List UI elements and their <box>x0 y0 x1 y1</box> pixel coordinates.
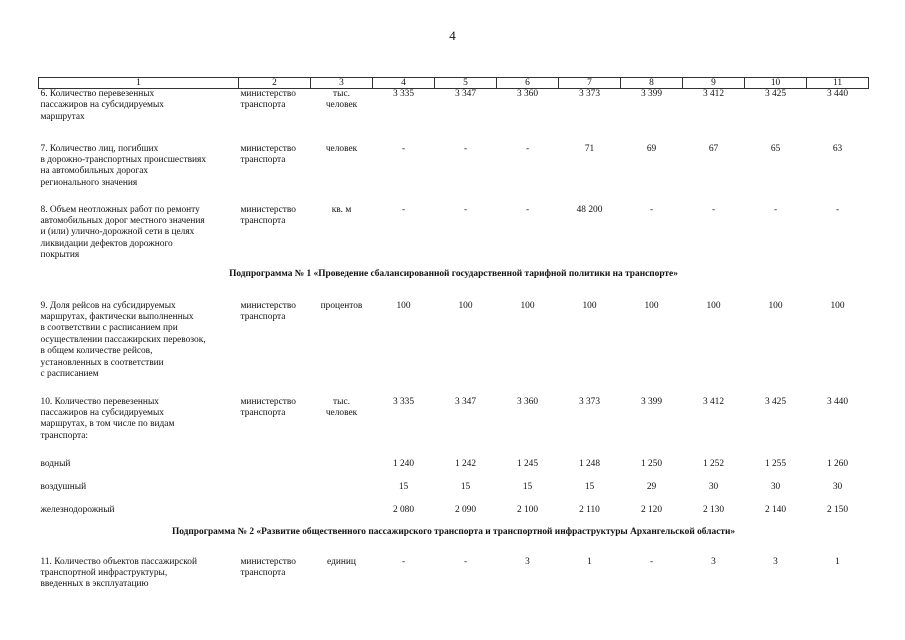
unit-cell-line: единиц <box>327 556 356 567</box>
value-cell: 1 260 <box>826 458 849 469</box>
indicator-name-line: железнодорожный <box>40 504 115 515</box>
executor-cell-line: транспорта <box>240 100 286 111</box>
value-cell: 15 <box>460 481 471 492</box>
value-cell: 2 110 <box>579 504 600 515</box>
column-number: 5 <box>435 78 497 89</box>
value-cell: - <box>525 143 530 154</box>
value-cell: 2 100 <box>516 504 539 515</box>
value-cell: 1 245 <box>516 458 539 469</box>
value-cell: 100 <box>520 300 535 311</box>
unit-cell <box>311 482 373 505</box>
unit-cell <box>311 301 373 397</box>
value-cell: 1 252 <box>702 458 725 469</box>
executor-cell <box>239 89 311 144</box>
unit-cell <box>311 557 373 597</box>
unit-cell-line: тыс. <box>333 89 350 99</box>
subprogram-heading-row <box>39 527 869 557</box>
indicator-name-line: 10. Количество перевезенных <box>40 396 159 407</box>
table-body <box>39 89 869 597</box>
value-cell: 2 080 <box>392 504 415 515</box>
value-cell: - <box>401 204 406 215</box>
unit-cell-line: процентов <box>320 300 363 311</box>
table-row <box>39 205 869 269</box>
indicator-name <box>39 205 239 269</box>
indicator-name-line: в соответствии с расписанием при <box>40 323 178 334</box>
value-cell: 1 <box>835 556 840 567</box>
indicator-name <box>39 301 239 397</box>
executor-cell-line: транспорта <box>240 311 286 322</box>
value-cell: 3 412 <box>702 89 725 99</box>
value-cell: 3 347 <box>454 89 477 99</box>
indicator-name-line: пассажиров на субсидируемых <box>40 407 164 418</box>
value-cell: 15 <box>398 481 409 492</box>
value-cell: 100 <box>582 300 597 311</box>
column-number: 7 <box>559 78 621 89</box>
indicator-name-line: в дорожно-транспортных происшествиях <box>40 154 207 165</box>
table-row <box>39 89 869 144</box>
unit-cell <box>311 205 373 269</box>
column-number: 9 <box>683 78 745 89</box>
value-cell: 100 <box>458 300 473 311</box>
value-cell: 30 <box>770 481 781 492</box>
indicators-table <box>38 77 869 597</box>
indicator-name <box>39 505 239 527</box>
value-cell: - <box>463 556 468 567</box>
value-cell: 3 <box>773 556 778 567</box>
value-cell: 2 130 <box>702 504 725 515</box>
executor-cell-line: транспорта <box>240 215 286 226</box>
table-row <box>39 505 869 527</box>
indicator-name-line: установленных в соответствии <box>40 357 164 368</box>
value-cell: 15 <box>584 481 595 492</box>
value-cell: 3 360 <box>516 89 539 99</box>
table-row <box>39 557 869 597</box>
value-cell: 100 <box>830 300 845 311</box>
column-number: 8 <box>621 78 683 89</box>
executor-cell-line: министерство <box>240 556 296 567</box>
unit-cell <box>311 144 373 205</box>
table-row <box>39 301 869 397</box>
value-cell: - <box>711 204 716 215</box>
executor-cell <box>239 557 311 597</box>
unit-cell <box>311 459 373 482</box>
indicator-name-line: ликвидации дефектов дорожного <box>40 238 173 249</box>
table-row <box>39 144 869 205</box>
value-cell: - <box>401 556 406 567</box>
executor-cell <box>239 459 311 482</box>
value-cell: 3 335 <box>392 89 415 99</box>
value-cell: - <box>649 204 654 215</box>
unit-cell-line: человек <box>325 407 358 418</box>
unit-cell <box>311 397 373 459</box>
table-row <box>39 459 869 482</box>
value-cell: 3 <box>525 556 530 567</box>
value-cell: 100 <box>396 300 411 311</box>
value-cell: - <box>463 143 468 154</box>
indicator-name-line: 9. Доля рейсов на субсидируемых <box>40 300 176 311</box>
unit-cell-line: человек <box>325 100 358 111</box>
value-cell: 3 373 <box>578 89 601 99</box>
executor-cell <box>239 482 311 505</box>
indicator-name-line: маршрутах, фактически выполненных <box>40 311 194 322</box>
value-cell: 3 335 <box>392 396 415 407</box>
page-number: 4 <box>449 28 456 43</box>
indicator-name-line: воздушный <box>40 481 87 492</box>
indicator-name-line: 6. Количество перевезенных <box>40 89 155 99</box>
executor-cell-line: министерство <box>240 89 296 99</box>
indicator-name <box>39 397 239 459</box>
value-cell: - <box>463 204 468 215</box>
indicator-name-line: 8. Объем неотложных работ по ремонту <box>40 204 200 215</box>
value-cell: - <box>525 204 530 215</box>
indicator-name <box>39 482 239 505</box>
executor-cell <box>239 397 311 459</box>
value-cell: 100 <box>644 300 659 311</box>
column-number: 6 <box>497 78 559 89</box>
unit-cell-line: кв. м <box>331 204 352 215</box>
value-cell: 15 <box>522 481 533 492</box>
value-cell: 63 <box>832 143 843 154</box>
executor-cell <box>239 301 311 397</box>
value-cell: 1 250 <box>640 458 663 469</box>
unit-cell <box>311 505 373 527</box>
value-cell: 3 <box>711 556 716 567</box>
indicator-name-line: осуществлении пассажирских перевозок, <box>40 334 206 345</box>
executor-cell-line: министерство <box>240 204 296 215</box>
indicator-name-line: маршрутах <box>40 111 85 122</box>
table-row <box>39 482 869 505</box>
value-cell: - <box>649 556 654 567</box>
value-cell: 2 140 <box>764 504 787 515</box>
value-cell: 3 412 <box>702 396 725 407</box>
value-cell: 3 440 <box>826 89 849 99</box>
value-cell: 65 <box>770 143 781 154</box>
indicator-name <box>39 144 239 205</box>
subprogram-heading-row <box>39 269 869 301</box>
value-cell: 69 <box>646 143 657 154</box>
value-cell: - <box>773 204 778 215</box>
column-number: 3 <box>311 78 373 89</box>
executor-cell-line: транспорта <box>240 407 286 418</box>
indicator-name-line: 7. Количество лиц, погибших <box>40 143 159 154</box>
executor-cell-line: транспорта <box>240 154 286 165</box>
executor-cell-line: транспорта <box>240 567 286 578</box>
value-cell: 3 360 <box>516 396 539 407</box>
value-cell: 1 248 <box>578 458 601 469</box>
indicator-name-line: пассажиров на субсидируемых <box>40 100 164 111</box>
column-number: 10 <box>745 78 807 89</box>
value-cell: 3 425 <box>764 396 787 407</box>
column-number: 2 <box>239 78 311 89</box>
value-cell: 71 <box>584 143 595 154</box>
indicator-name-line: на автомобильных дорогах <box>40 166 149 177</box>
subprogram-title: Подпрограмма № 2 «Развитие общественного пассажирского транспорта и транспортной инфраструктуры Архангельской области» <box>171 526 736 537</box>
indicator-name <box>39 459 239 482</box>
executor-cell <box>239 505 311 527</box>
indicator-name-line: маршрутах, в том числе по видам <box>40 419 175 430</box>
value-cell: 29 <box>646 481 657 492</box>
value-cell: - <box>401 143 406 154</box>
executor-cell-line: министерство <box>240 143 296 154</box>
indicator-name-line: с расписанием <box>40 368 99 379</box>
executor-cell-line: министерство <box>240 300 296 311</box>
indicator-name <box>39 89 239 144</box>
value-cell: 30 <box>708 481 719 492</box>
unit-cell-line: тыс. <box>333 396 350 407</box>
indicator-name-line: автомобильных дорог местного значения <box>40 215 205 226</box>
value-cell: 2 150 <box>826 504 849 515</box>
executor-cell <box>239 144 311 205</box>
column-number: 1 <box>39 78 239 89</box>
value-cell: 2 120 <box>640 504 663 515</box>
value-cell: 100 <box>768 300 783 311</box>
value-cell: 3 425 <box>764 89 787 99</box>
subprogram-title: Подпрограмма № 1 «Проведение сбалансированной государственной тарифной политики на транспорте» <box>229 268 678 279</box>
value-cell: 48 200 <box>576 204 603 215</box>
value-cell: 3 373 <box>578 396 601 407</box>
indicator-name-line: транспорта: <box>40 430 88 441</box>
value-cell: - <box>835 204 840 215</box>
indicator-name-line: регионального значения <box>40 177 138 188</box>
indicator-name <box>39 557 239 597</box>
value-cell: 3 440 <box>826 396 849 407</box>
column-number: 4 <box>373 78 435 89</box>
executor-cell-line: министерство <box>240 396 296 407</box>
value-cell: 30 <box>832 481 843 492</box>
indicator-name-line: 11. Количество объектов пассажирской <box>40 556 198 567</box>
indicator-name-line: транспортной инфраструктуры, <box>40 567 168 578</box>
indicator-name-line: покрытия <box>40 250 80 261</box>
value-cell: 1 <box>587 556 592 567</box>
value-cell: 2 090 <box>454 504 477 515</box>
unit-cell <box>311 89 373 144</box>
value-cell: 67 <box>708 143 719 154</box>
executor-cell <box>239 205 311 269</box>
column-number-header <box>39 78 869 89</box>
value-cell: 3 399 <box>640 89 663 99</box>
indicator-name-line: введенных в эксплуатацию <box>40 579 149 590</box>
unit-cell-line: человек <box>325 143 358 154</box>
value-cell: 3 399 <box>640 396 663 407</box>
value-cell: 100 <box>706 300 721 311</box>
value-cell: 1 240 <box>392 458 415 469</box>
indicator-name-line: и (или) улично-дорожной сети в целях <box>40 227 195 238</box>
value-cell: 1 255 <box>764 458 787 469</box>
indicator-name-line: в общем количестве рейсов, <box>40 346 153 357</box>
column-number: 11 <box>807 78 869 89</box>
value-cell: 1 242 <box>454 458 477 469</box>
indicator-name-line: водный <box>40 458 71 469</box>
table-row <box>39 397 869 459</box>
value-cell: 3 347 <box>454 396 477 407</box>
